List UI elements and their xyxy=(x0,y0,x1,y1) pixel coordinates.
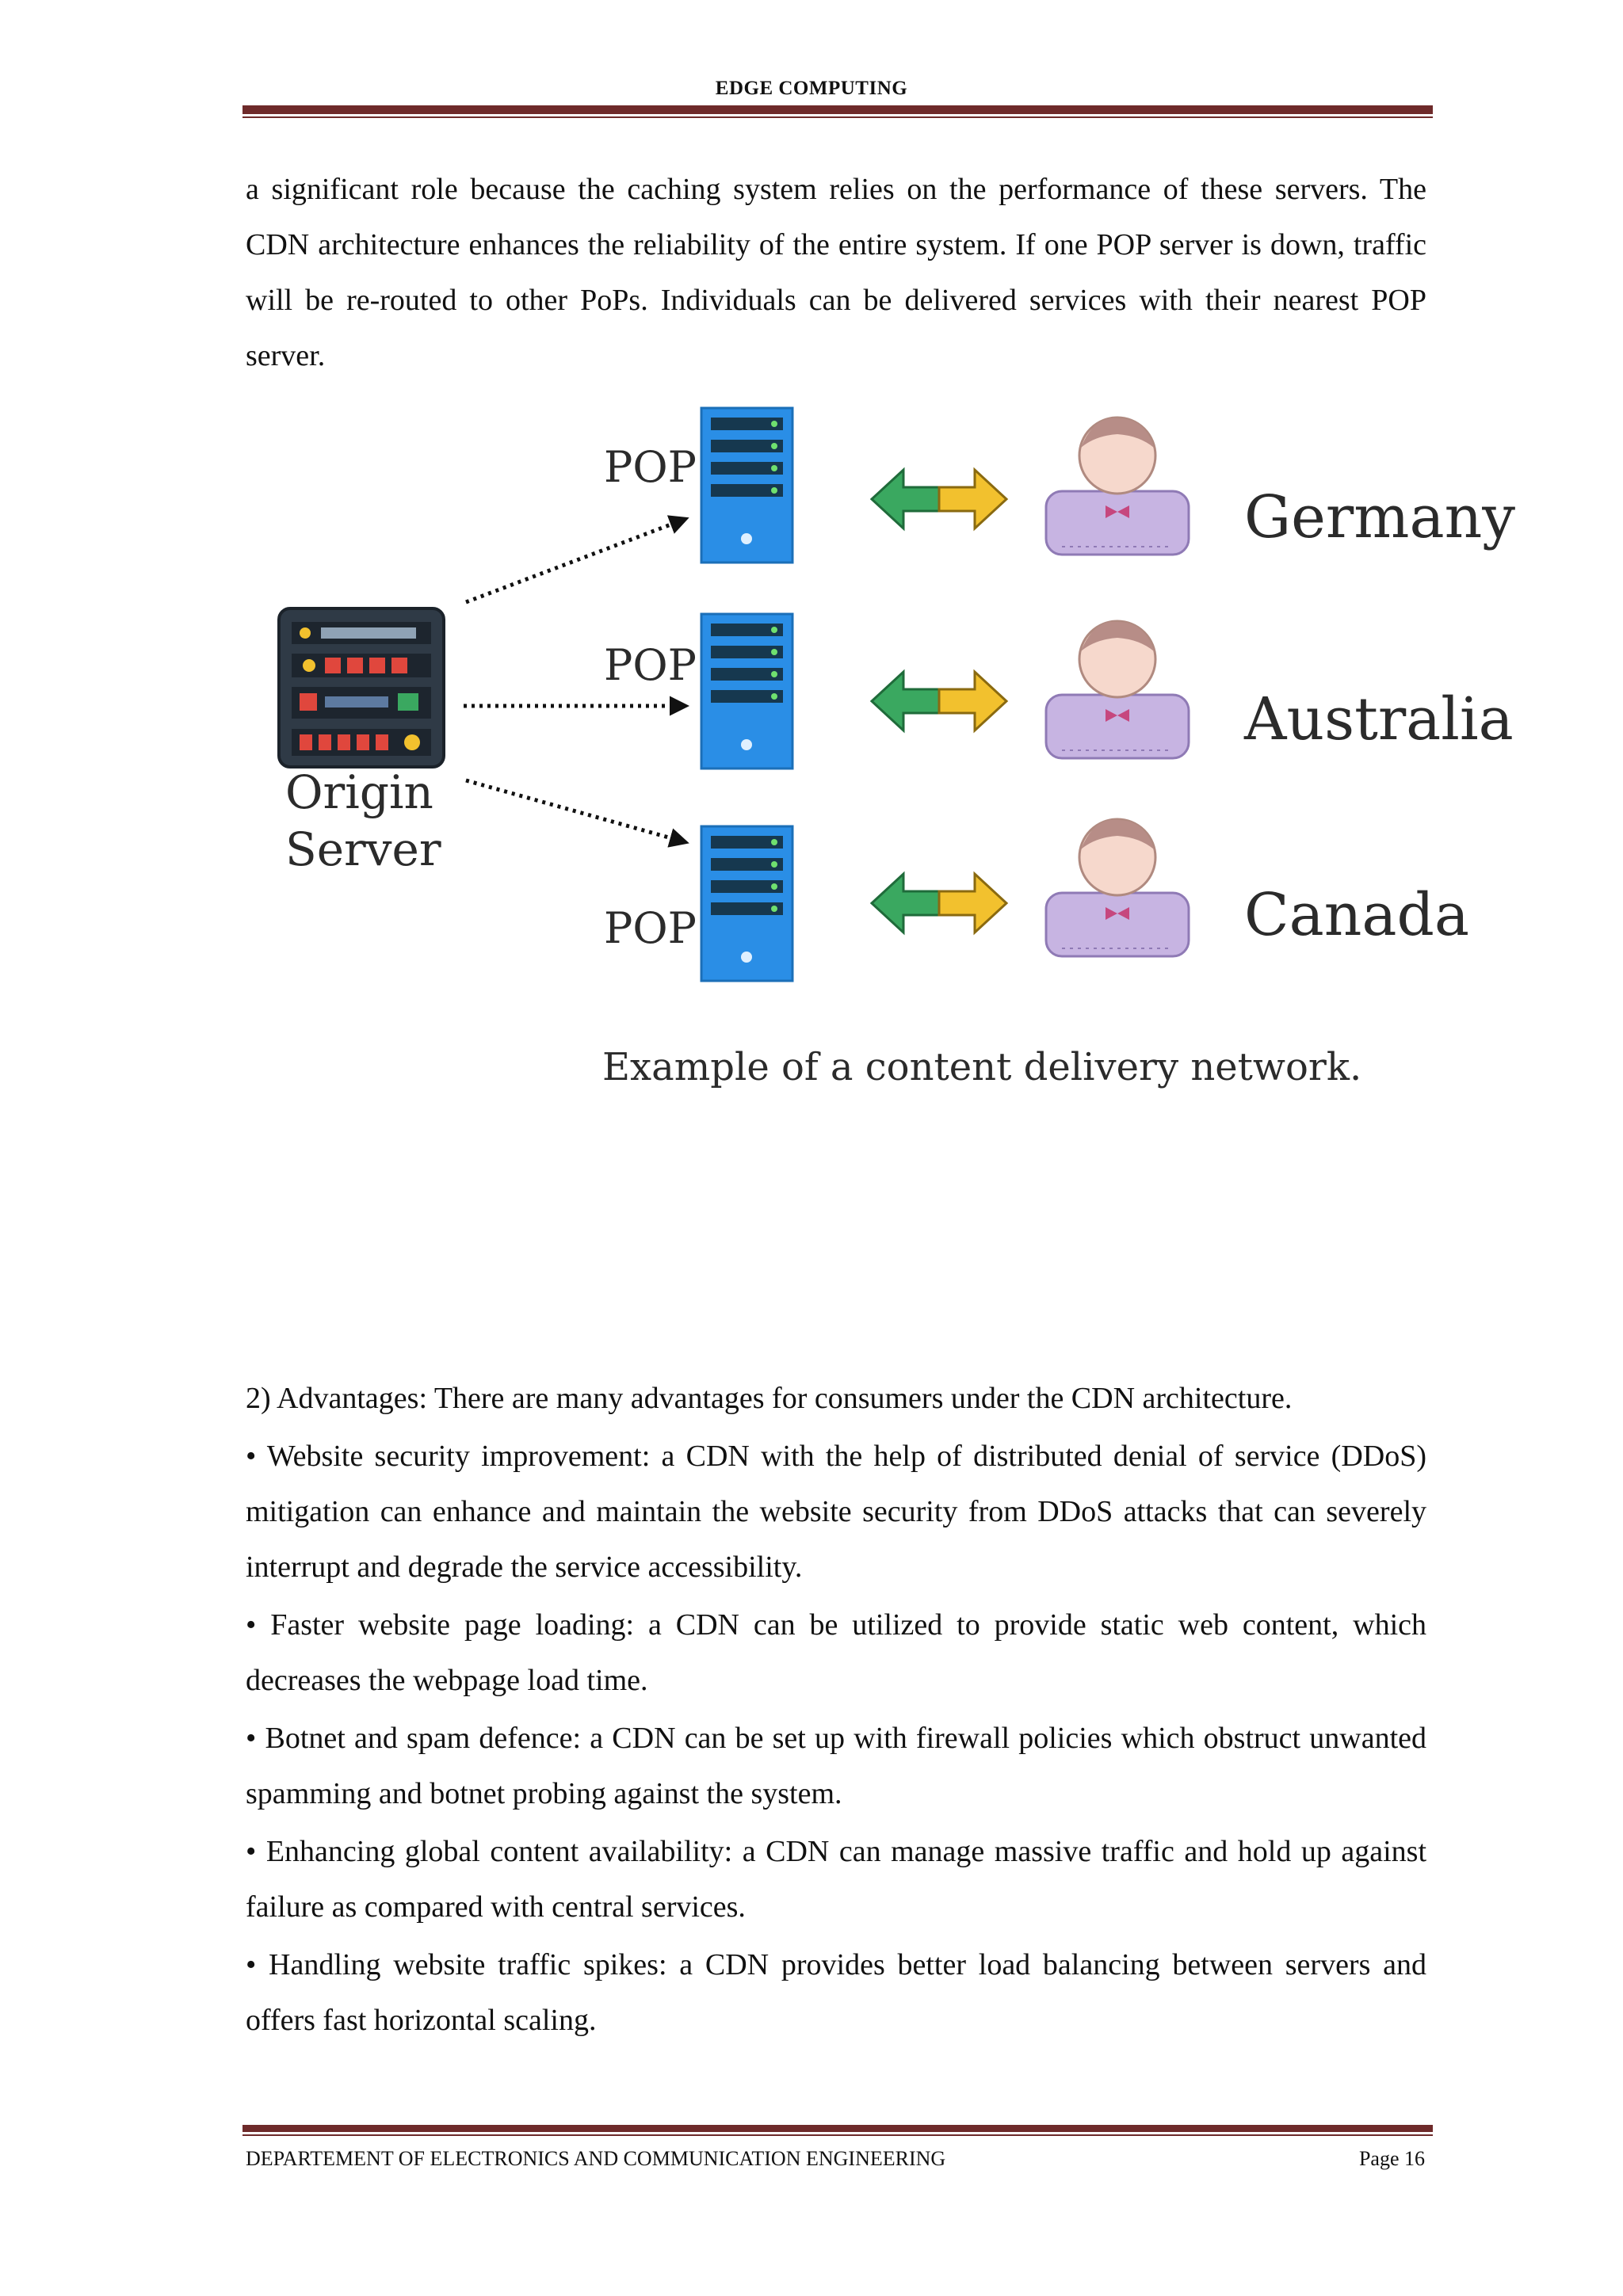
advantages-section xyxy=(246,1371,1426,2050)
origin-to-pop-1-arrow xyxy=(466,519,685,602)
bidirectional-arrow-icon xyxy=(872,874,1006,933)
user-icon xyxy=(1046,621,1189,758)
footer-department: DEPARTEMENT OF ELECTRONICS AND COMMUNICATION ENGINEERING xyxy=(246,2147,946,2170)
user-icon xyxy=(1046,819,1189,956)
advantage-item: • Faster website page loading: a CDN can be utilized to provide static web content, which decreases the webpage load time. xyxy=(246,1608,1426,1697)
bidirectional-arrow-icon xyxy=(872,470,1006,528)
advantage-item: • Website security improvement: a CDN with the help of distributed denial of service (DDoS) mitigation can enhance and maintain the website security from DDoS attacks that can severely interrupt and degrade the service accessibility. xyxy=(246,1440,1426,1584)
origin-to-pop-3-arrow xyxy=(466,780,685,842)
header-rule-thin xyxy=(242,116,1433,118)
pop-label-2: POP xyxy=(604,640,697,690)
region-australia: Australia xyxy=(1244,685,1514,753)
pop-label-3: POP xyxy=(604,903,697,953)
pop-server-icon xyxy=(701,408,792,563)
pop-server-icon xyxy=(701,826,792,981)
pop-server-icon xyxy=(701,614,792,769)
header-rule xyxy=(242,105,1433,114)
origin-label-line1: Origin xyxy=(285,765,433,819)
running-header: EDGE COMPUTING xyxy=(715,78,908,99)
footer-rule xyxy=(242,2125,1433,2132)
origin-server-icon xyxy=(279,608,444,767)
advantages-intro: 2) Advantages: There are many advantages for consumers under the CDN architecture. xyxy=(246,1382,1293,1415)
advantage-item: • Handling website traffic spikes: a CDN provides better load balancing between servers and offers fast horizontal scaling. xyxy=(246,1948,1426,2037)
footer-rule-thin xyxy=(242,2134,1433,2136)
figure-caption: Example of a content delivery network. xyxy=(602,1045,1362,1089)
advantage-item: • Botnet and spam defence: a CDN can be set up with firewall policies which obstruct unwanted spamming and botnet probing against the system. xyxy=(246,1722,1426,1810)
region-canada: Canada xyxy=(1244,881,1470,949)
advantage-item: • Enhancing global content availability: a CDN can manage massive traffic and hold up against failure as compared with central services. xyxy=(246,1835,1426,1924)
user-icon xyxy=(1046,418,1189,555)
pop-label-1: POP xyxy=(604,442,697,492)
cdn-diagram xyxy=(262,392,1522,1121)
intro-paragraph: a significant role because the caching system relies on the performance of these servers. The CDN architecture enhances the reliability of the entire system. If one POP server is down, traffic will be re-routed to other PoPs. Individuals can be delivered services with their nearest POP server. xyxy=(246,173,1426,372)
bidirectional-arrow-icon xyxy=(872,672,1006,730)
region-germany: Germany xyxy=(1244,483,1516,551)
origin-label-line2: Server xyxy=(285,822,441,876)
page-number: Page 16 xyxy=(1358,2147,1425,2170)
